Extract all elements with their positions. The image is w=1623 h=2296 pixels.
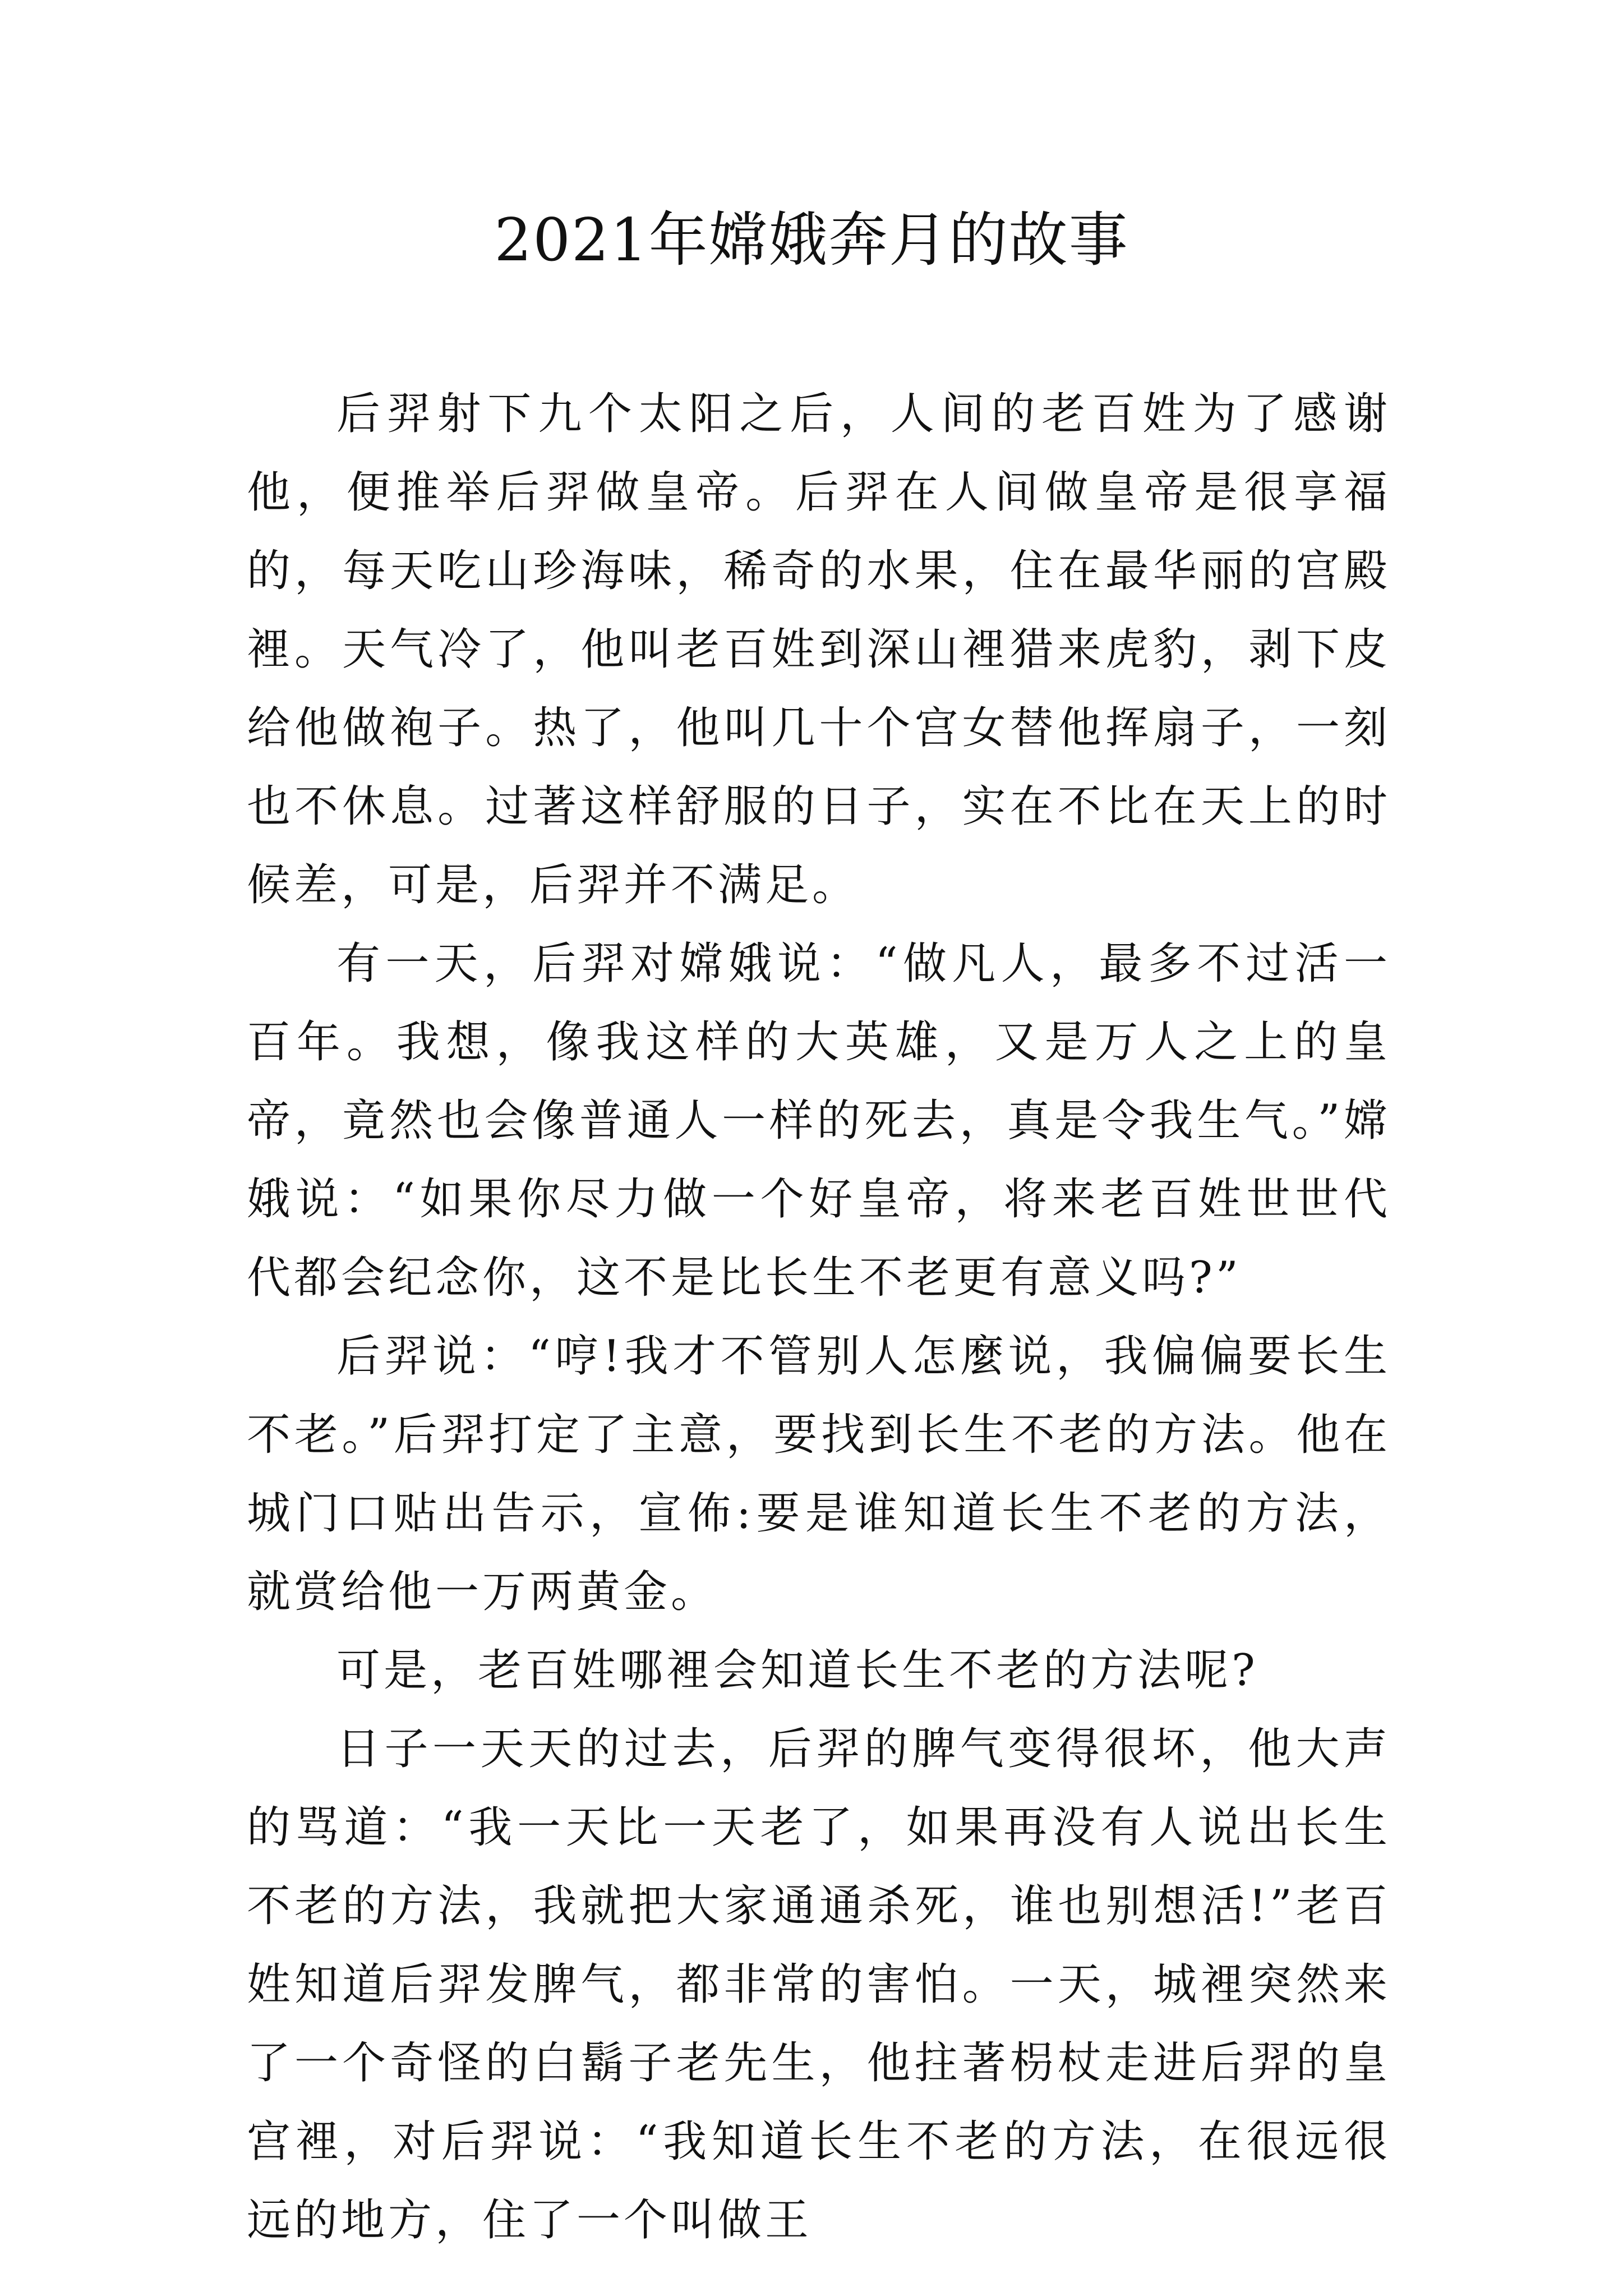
paragraph: 可是，老百姓哪裡会知道长生不老的方法呢? xyxy=(336,1645,1258,1696)
document-body xyxy=(247,375,1391,2260)
paragraph: 后羿说：“哼!我才不管别人怎麼说，我偏偏要长生不老。”后羿打定了主意，要找到长生不老的方法。他在城门口贴出告示，宣佈:要是谁知道长生不老的方法，就赏给他一万两黄金。 xyxy=(247,1331,1391,1617)
paragraph: 有一天，后羿对嫦娥说：“做凡人，最多不过活一百年。我想，像我这样的大英雄，又是万人之上的皇帝，竟然也会像普通人一样的死去，真是令我生气。”嫦娥说：“如果你尽力做一个好皇帝，将来老百姓世世代代都会纪念你，这不是比长生不老更有意义吗?” xyxy=(247,938,1391,1303)
paragraph: 后羿射下九个太阳之后，人间的老百姓为了感谢他，便推举后羿做皇帝。后羿在人间做皇帝是很享福的，每天吃山珍海味，稀奇的水果，住在最华丽的宫殿裡。天气冷了，他叫老百姓到深山裡猎来虎豹，剥下皮给他做袍子。热了，他叫几十个宫女替他挥扇子，一刻也不休息。过著这样舒服的日子，实在不比在天上的时候差，可是，后羿并不满足。 xyxy=(247,389,1391,910)
paragraph: 日子一天天的过去，后羿的脾气变得很坏，他大声的骂道：“我一天比一天老了，如果再没有人说出长生不老的方法，我就把大家通通杀死，谁也别想活!”老百姓知道后羿发脾气，都非常的害怕。一天，城裡突然来了一个奇怪的白鬍子老先生，他拄著枴杖走进后羿的皇宫裡，对后羿说：“我知道长生不老的方法，在很远很远的地方，住了一个叫做王 xyxy=(247,1724,1391,2246)
page-title: 2021年嫦娥奔月的故事 xyxy=(494,206,1129,274)
